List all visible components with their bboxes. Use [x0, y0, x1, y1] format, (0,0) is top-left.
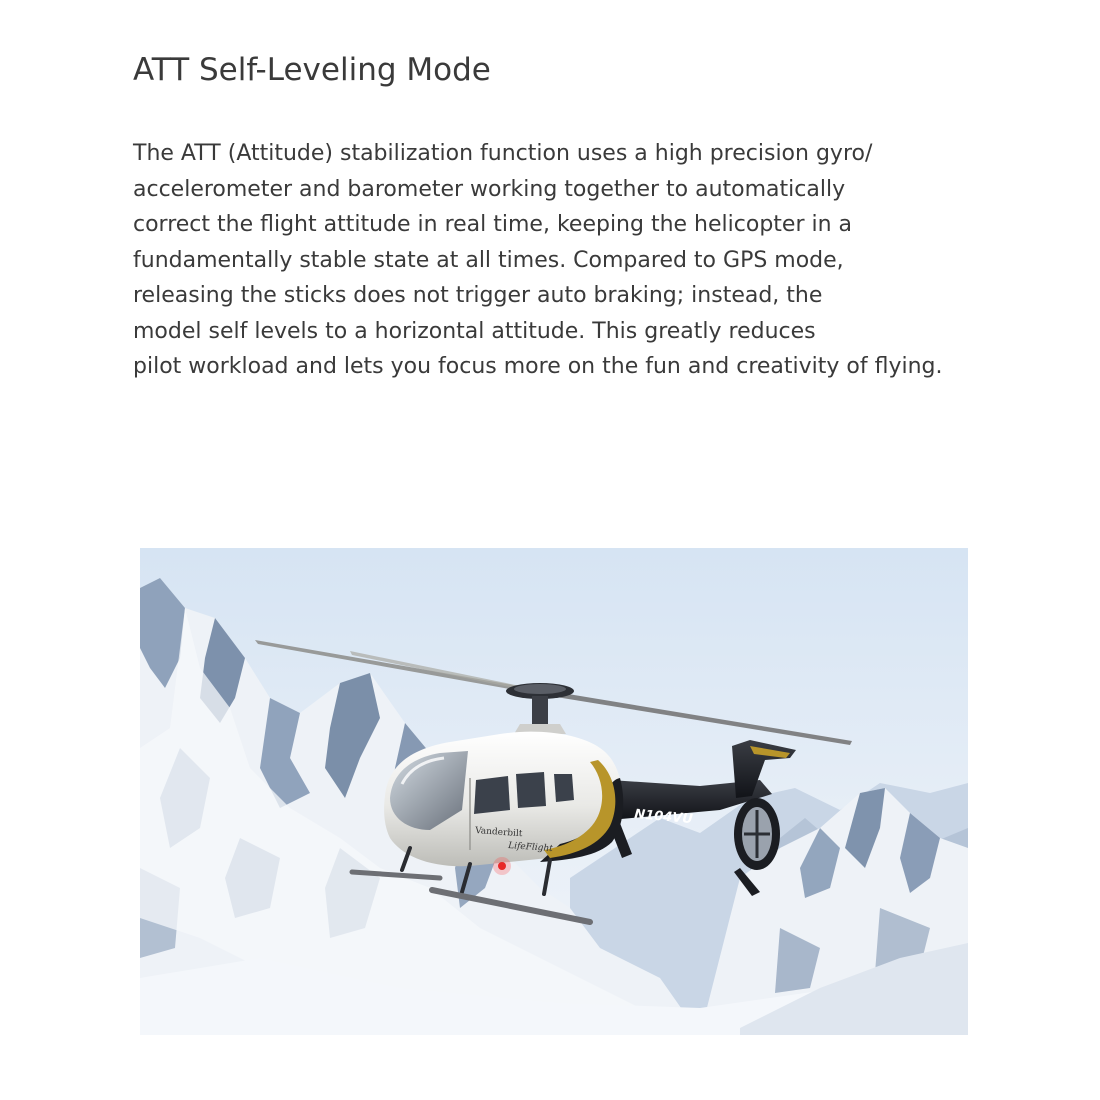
- rotor-hub-top: [514, 684, 566, 694]
- beacon-glow: [493, 857, 511, 875]
- description-paragraph: [133, 136, 1073, 385]
- helicopter-photo-illustration: [140, 548, 968, 1035]
- cabin-window-2: [516, 772, 546, 808]
- cabin-window-3: [554, 774, 574, 802]
- cabin-text-vanderbilt: Vanderbilt: [474, 826, 523, 840]
- description-line: releasing the sticks does not trigger auto braking; instead, the: [133, 283, 823, 308]
- page-title: ATT Self-Leveling Mode: [133, 52, 491, 88]
- helicopter-photo: [140, 548, 968, 1035]
- description-line: model self levels to a horizontal attitude. This greatly reduces: [133, 318, 816, 344]
- tail-registration: N104VU: [633, 807, 694, 828]
- description-line: pilot workload and lets you focus more on the fun and creativity of flying.: [133, 354, 943, 379]
- description-line: correct the flight attitude in real time, keeping the helicopter in a: [133, 212, 853, 237]
- description-line: fundamentally stable state at all times. Compared to GPS mode,: [133, 247, 844, 273]
- description-line: accelerometer and barometer working together to automatically: [133, 176, 846, 202]
- cabin-text-lifeflight: LifeFlight: [507, 841, 554, 855]
- rotor-mast: [532, 696, 548, 724]
- description-line: The ATT (Attitude) stabilization function uses a high precision gyro/: [133, 141, 873, 166]
- cabin-window-1: [474, 776, 510, 814]
